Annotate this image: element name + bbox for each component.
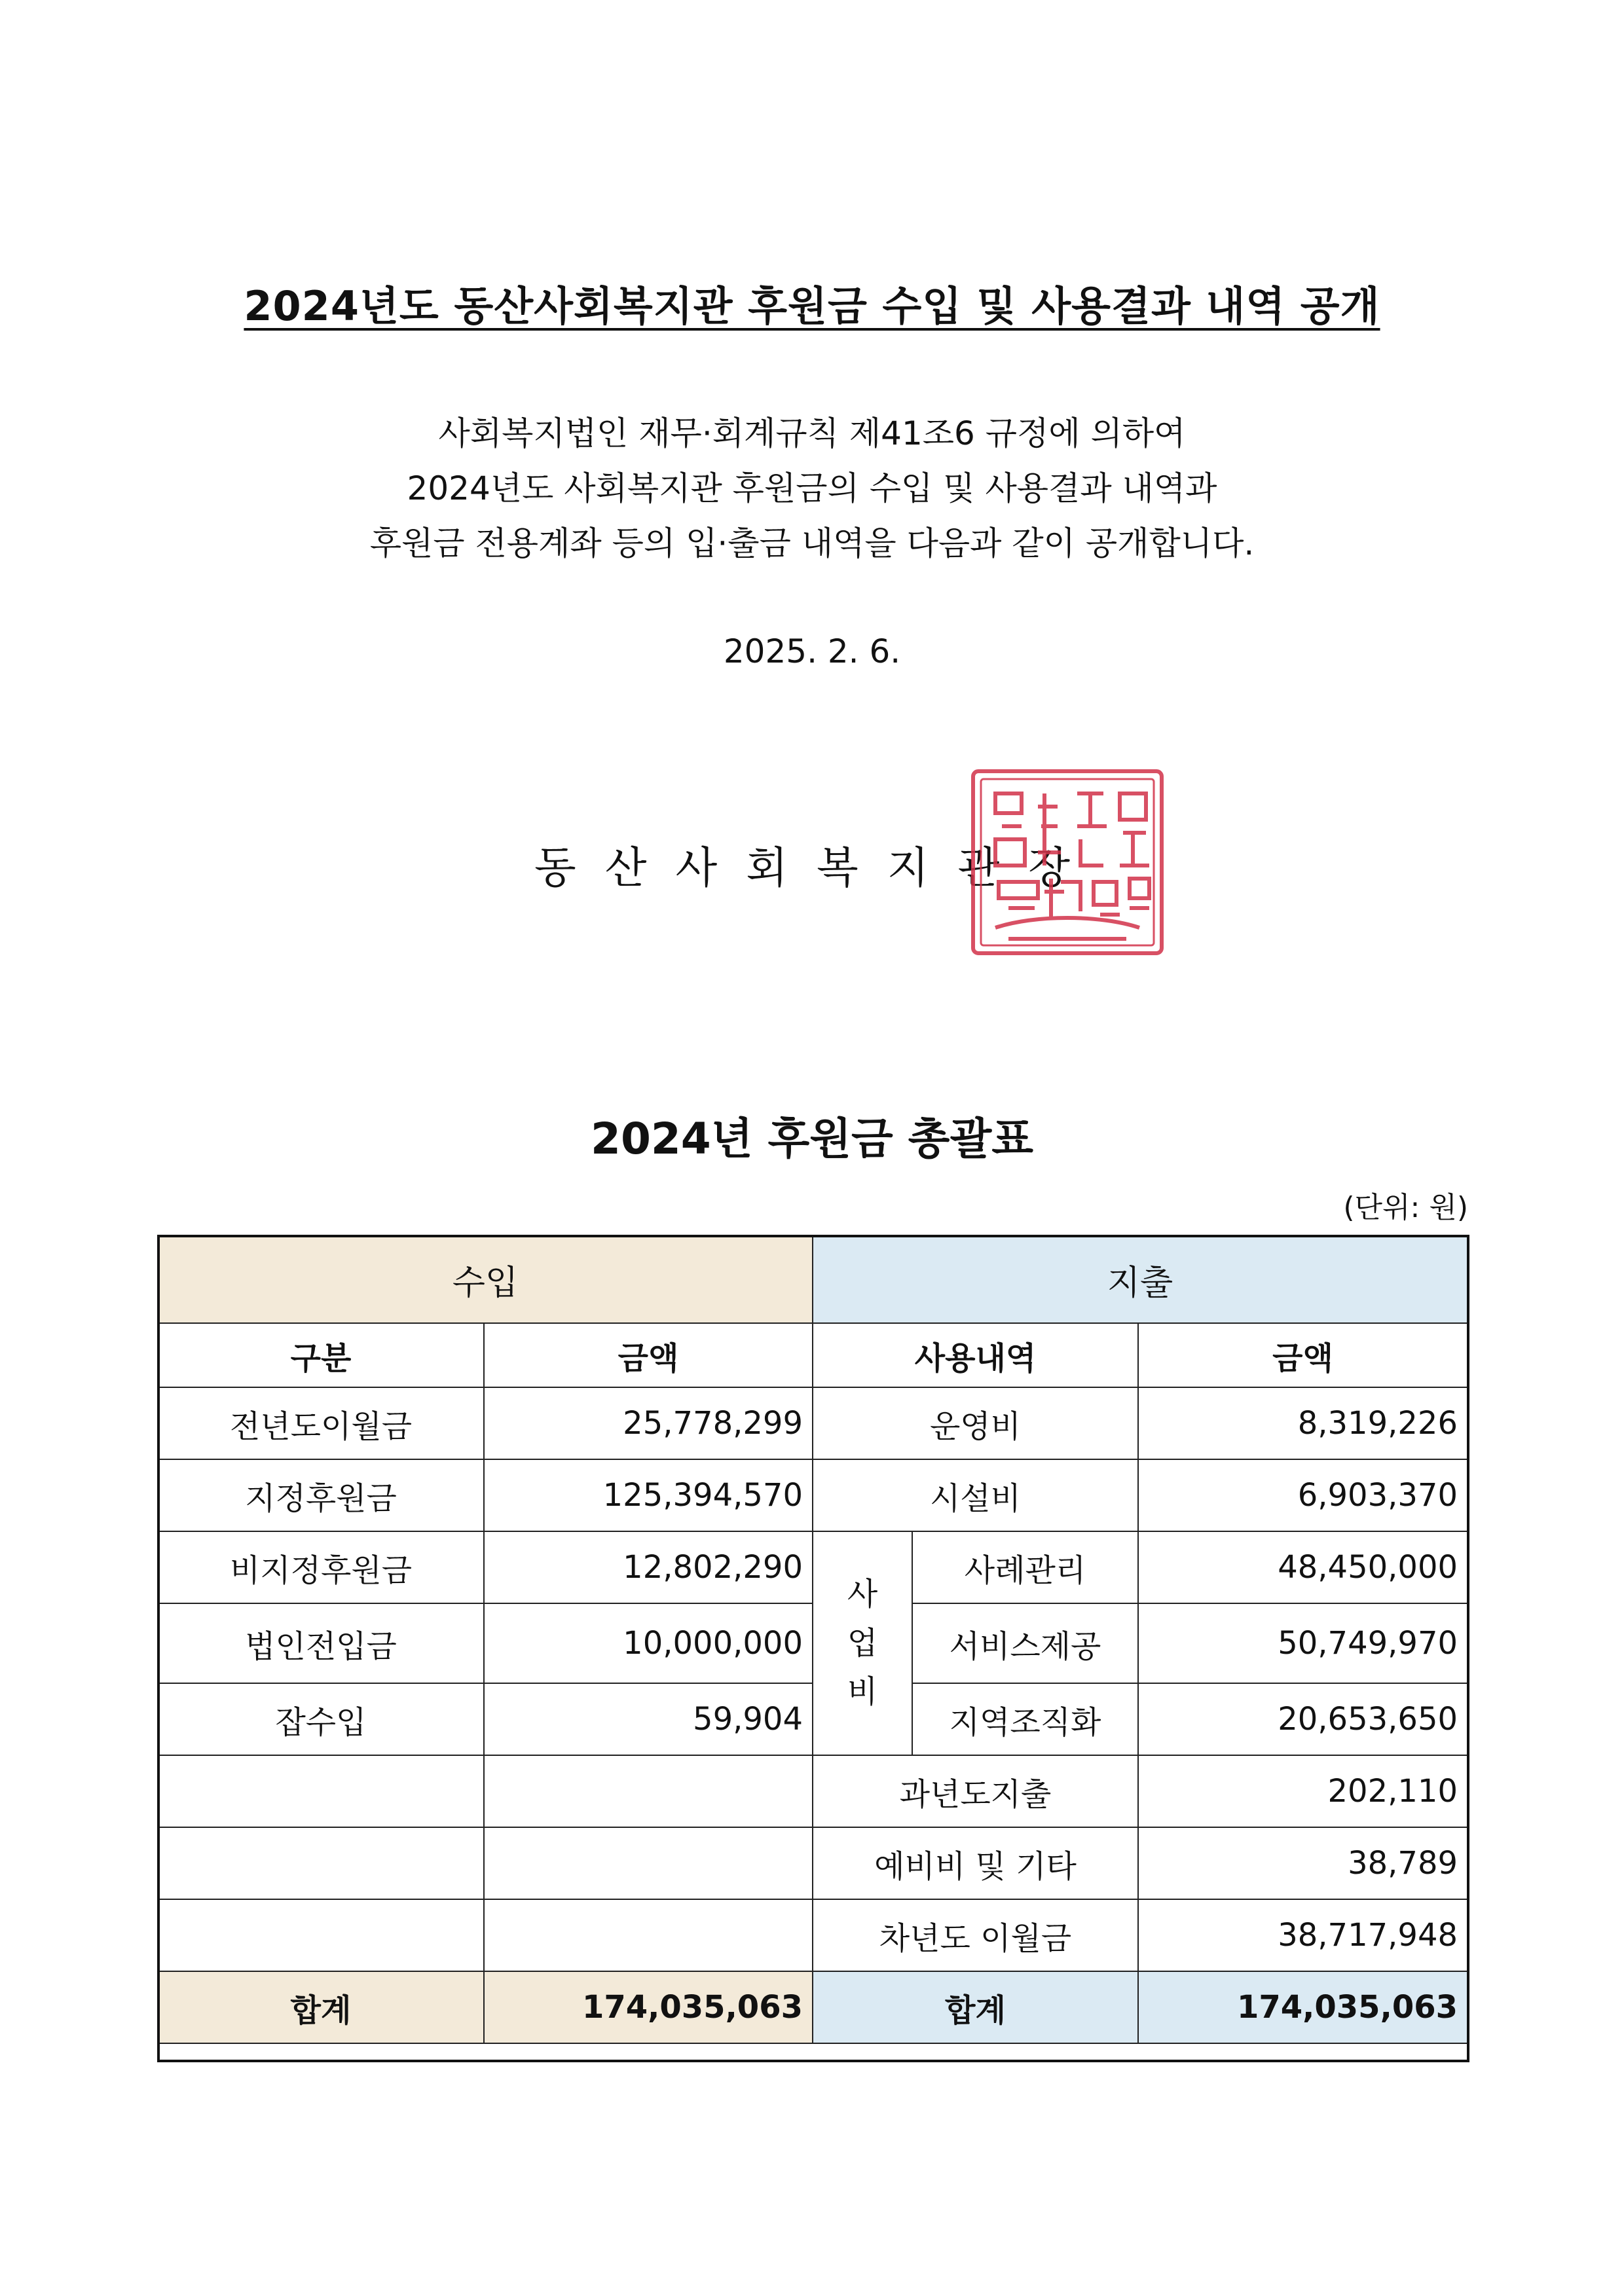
income-label: 비지정후원금 xyxy=(158,1531,484,1603)
table-row xyxy=(158,1387,1467,1459)
summary-table-title: 2024년 후원금 총괄표 xyxy=(591,1114,1033,1164)
expense-amount: 38,717,948 xyxy=(1138,1899,1467,1971)
expense-amount: 8,319,226 xyxy=(1138,1387,1467,1459)
income-amount: 10,000,000 xyxy=(484,1603,813,1683)
income-total-label: 합계 xyxy=(158,1971,484,2043)
expense-label: 서비스제공 xyxy=(912,1603,1138,1683)
income-label: 법인전입금 xyxy=(158,1603,484,1683)
income-label: 잡수입 xyxy=(158,1683,484,1755)
expense-label: 시설비 xyxy=(813,1459,1138,1531)
business-group-label xyxy=(813,1531,912,1755)
empty-cell xyxy=(484,1755,813,1827)
column-header-usage: 사용내역 xyxy=(813,1323,1138,1387)
intro-line-3: 후원금 전용계좌 등의 입·출금 내역을 다음과 같이 공개합니다. xyxy=(369,524,1255,562)
unit-label: (단위: 원) xyxy=(1343,1191,1468,1224)
organization-signature: 동산사회복지관장 xyxy=(534,843,1099,893)
expense-label: 사례관리 xyxy=(912,1531,1138,1603)
document-title xyxy=(0,274,1624,332)
income-amount: 59,904 xyxy=(484,1683,813,1755)
intro-line-2: 2024년도 사회복지관 후원금의 수입 및 사용결과 내역과 xyxy=(407,469,1217,507)
expense-amount: 6,903,370 xyxy=(1138,1459,1467,1531)
expense-amount: 38,789 xyxy=(1138,1827,1467,1899)
expense-amount: 20,653,650 xyxy=(1138,1683,1467,1755)
empty-cell xyxy=(158,1827,484,1899)
expense-total-label: 합계 xyxy=(813,1971,1138,2043)
expense-amount: 50,749,970 xyxy=(1138,1603,1467,1683)
table-row xyxy=(158,1531,1467,1603)
document-title-text: 2024년도 동산사회복지관 후원금 수입 및 사용결과 내역 공개 xyxy=(244,282,1380,330)
income-label: 전년도이월금 xyxy=(158,1387,484,1459)
document-date: 2025. 2. 6. xyxy=(723,632,901,670)
expense-label: 과년도지출 xyxy=(813,1755,1138,1827)
empty-cell xyxy=(484,1899,813,1971)
table-row xyxy=(158,1899,1467,1971)
expense-label: 지역조직화 xyxy=(912,1683,1138,1755)
column-header-category: 구분 xyxy=(158,1323,484,1387)
table-row xyxy=(158,1755,1467,1827)
intro-line-1: 사회복지법인 재무·회계규칙 제41조6 규정에 의하여 xyxy=(438,414,1186,452)
total-row xyxy=(158,1971,1467,2043)
expense-label: 운영비 xyxy=(813,1387,1138,1459)
income-total-amount: 174,035,063 xyxy=(484,1971,813,2043)
column-header-amount: 금액 xyxy=(484,1323,813,1387)
income-section-header: 수입 xyxy=(158,1235,813,1323)
column-header-amount-expense: 금액 xyxy=(1138,1323,1467,1387)
empty-cell xyxy=(158,1899,484,1971)
expense-amount: 202,110 xyxy=(1138,1755,1467,1827)
expense-amount: 48,450,000 xyxy=(1138,1531,1467,1603)
income-amount: 25,778,299 xyxy=(484,1387,813,1459)
income-label: 지정후원금 xyxy=(158,1459,484,1531)
expense-total-amount: 174,035,063 xyxy=(1138,1971,1467,2043)
expense-section-header: 지출 xyxy=(813,1235,1467,1323)
income-amount: 125,394,570 xyxy=(484,1459,813,1531)
intro-paragraph xyxy=(0,406,1624,571)
expense-label: 차년도 이월금 xyxy=(813,1899,1138,1971)
business-group-text: 사 업 비 xyxy=(847,1576,878,1711)
empty-cell xyxy=(484,1827,813,1899)
table-row xyxy=(158,1459,1467,1531)
donation-summary-table xyxy=(157,1235,1468,2044)
table-row xyxy=(158,1827,1467,1899)
expense-label: 예비비 및 기타 xyxy=(813,1827,1138,1899)
empty-cell xyxy=(158,1755,484,1827)
income-amount: 12,802,290 xyxy=(484,1531,813,1603)
official-seal-icon xyxy=(969,767,1166,957)
